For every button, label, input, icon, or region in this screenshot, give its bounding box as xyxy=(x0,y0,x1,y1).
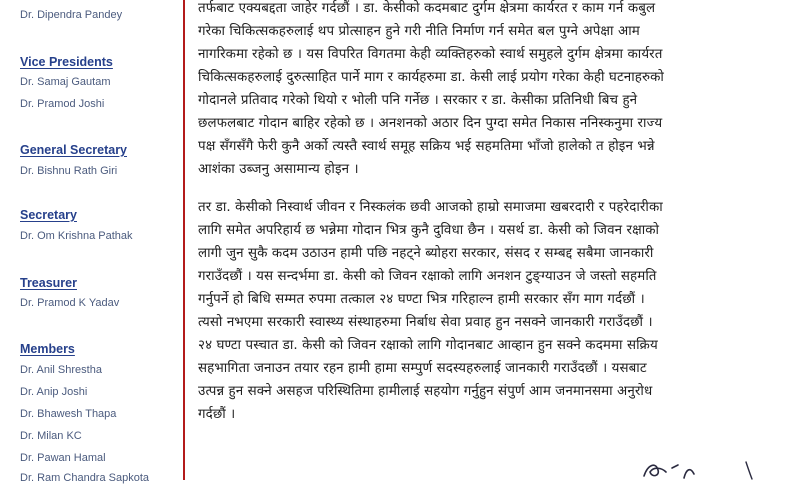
member-name: Dr. Samaj Gautam xyxy=(20,76,111,88)
letter-line: तर डा. केसीको निस्वार्थ जीवन र निस्कलंक छवी आजको हाम्रो समाजमा खबरदारी र पहरेदारीका xyxy=(198,200,663,215)
member-name: Dr. Pramod Joshi xyxy=(20,98,105,110)
member-name: Dr. Ram Chandra Sapkota xyxy=(20,472,150,484)
letter-body xyxy=(198,0,782,480)
letter-line: लागी जुन सुकै कदम उठाउन हामी पछि नहट्ने ब्योहरा सरकार, संसद र सम्बद्द सबैमा जानकारी xyxy=(198,246,654,261)
members-heading: Members xyxy=(20,342,75,356)
letter-line: गोदानले प्रतिवाद गरेको थियो र भोली पनि गर्नेछ । सरकार र डा. केसीका प्रतिनिधी बिच हुने xyxy=(198,93,638,108)
letter-line: सहभागिता जनाउन तयार रहन हामी हामा सम्पुर्ण सदस्यहरुलाई जानकारी गराउँदछौं । यसबाट xyxy=(198,361,647,376)
member-name: Dr. Bhawesh Thapa xyxy=(20,408,117,420)
letter-line: गर्दछौं । xyxy=(198,407,236,422)
letter-line: चिकित्सकहरुलाई दुरुत्साहित पार्ने माग र कार्यहरुमा डा. केसी लाई प्रयोग गरेका केही घटनाहरुको xyxy=(198,70,664,85)
general-secretary-heading: General Secretary xyxy=(20,143,128,157)
letter-line: २४ घण्टा पस्चात डा. केसी को जिवन रक्षाको लागि गोदानबाट आव्हान हुन सक्ने कदममा सक्रिय xyxy=(198,338,658,353)
letter-line: उत्पन्न हुन सक्ने असहज परिस्थितिमा हामीलाई सहयोग गर्नुहुन संपुर्ण आम जनमानसमा अनुरोध xyxy=(198,384,653,399)
top-member-name: Dr. Dipendra Pandey xyxy=(20,9,123,21)
letter-line: पक्ष सँगसँगै फेरी कुनै अर्को त्यस्तै स्वार्थ समूह सक्रिय भई सहमतिमा भाँजो हालेको त होइन भन्ने xyxy=(198,139,655,154)
member-name: Dr. Om Krishna Pathak xyxy=(20,230,133,242)
letter-line: नागरिकमा रहेको छ । यस विपरित विगतमा केही व्यक्तिहरुको स्वार्थ समुहले दुर्गम क्षेत्रमा कार्यरत xyxy=(198,47,663,62)
committee-sidebar xyxy=(0,0,158,484)
member-name: Dr. Bishnu Rath Giri xyxy=(20,165,118,177)
secretary-heading: Secretary xyxy=(20,208,77,222)
member-name: Dr. Anil Shrestha xyxy=(20,364,102,376)
member-name: Dr. Pramod K Yadav xyxy=(20,297,120,309)
letter-line: तर्फबाट एक्यबद्दता जाहेर गर्दछौं । डा. केसीको कदमबाट दुर्गम क्षेत्रमा कार्यरत र काम गर्न कबुल xyxy=(198,1,656,16)
member-name: Dr. Pawan Hamal xyxy=(20,452,106,464)
member-name: Dr. Milan KC xyxy=(20,430,82,442)
letter-line: गर्नुपर्ने हो बिधि सम्मत रुपमा तत्काल २४ घण्टा भित्र गरिहाल्न हामी सरकार सँग माग गर्दछौं । xyxy=(198,292,645,307)
member-name: Dr. Anip Joshi xyxy=(20,386,88,398)
treasurer-heading: Treasurer xyxy=(20,276,77,290)
margin-divider xyxy=(183,0,185,480)
handwritten-signature xyxy=(638,458,798,480)
letter-line: गरेका चिकित्सकहरुलाई थप प्रोत्साहन हुने गरी नीति निर्माण गर्न समेत बल पुग्ने अपेक्षा आम xyxy=(198,24,640,39)
letter-line: आशंका उब्जनु असामान्य होइन । xyxy=(198,162,359,177)
vice-presidents-heading: Vice Presidents xyxy=(20,55,113,69)
letter-line: लागि समेत अपरिहार्य छ भन्नेमा गोदान भित्र कुनै दुविधा छैन । यसर्थ डा. केसी को जिवन रक्षाको xyxy=(198,223,660,238)
letter-line: छलफलबाट गोदान बाहिर रहेको छ । अनशनको अठार दिन पुग्दा समेत निकास ननिस्कनुमा राज्य xyxy=(198,116,663,131)
letter-line: त्यसो नभएमा सरकारी स्वास्थ्य संस्थाहरुमा निर्बाध सेवा प्रवाह हुन नसक्ने जानकारी गराउँदछौं । xyxy=(198,315,653,330)
letter-line: गराउँदछौं । यस सन्दर्भमा डा. केसी को जिवन रक्षाको लागि अनशन टुङ्ग्याउन जे जस्तो सहमति xyxy=(198,269,657,284)
